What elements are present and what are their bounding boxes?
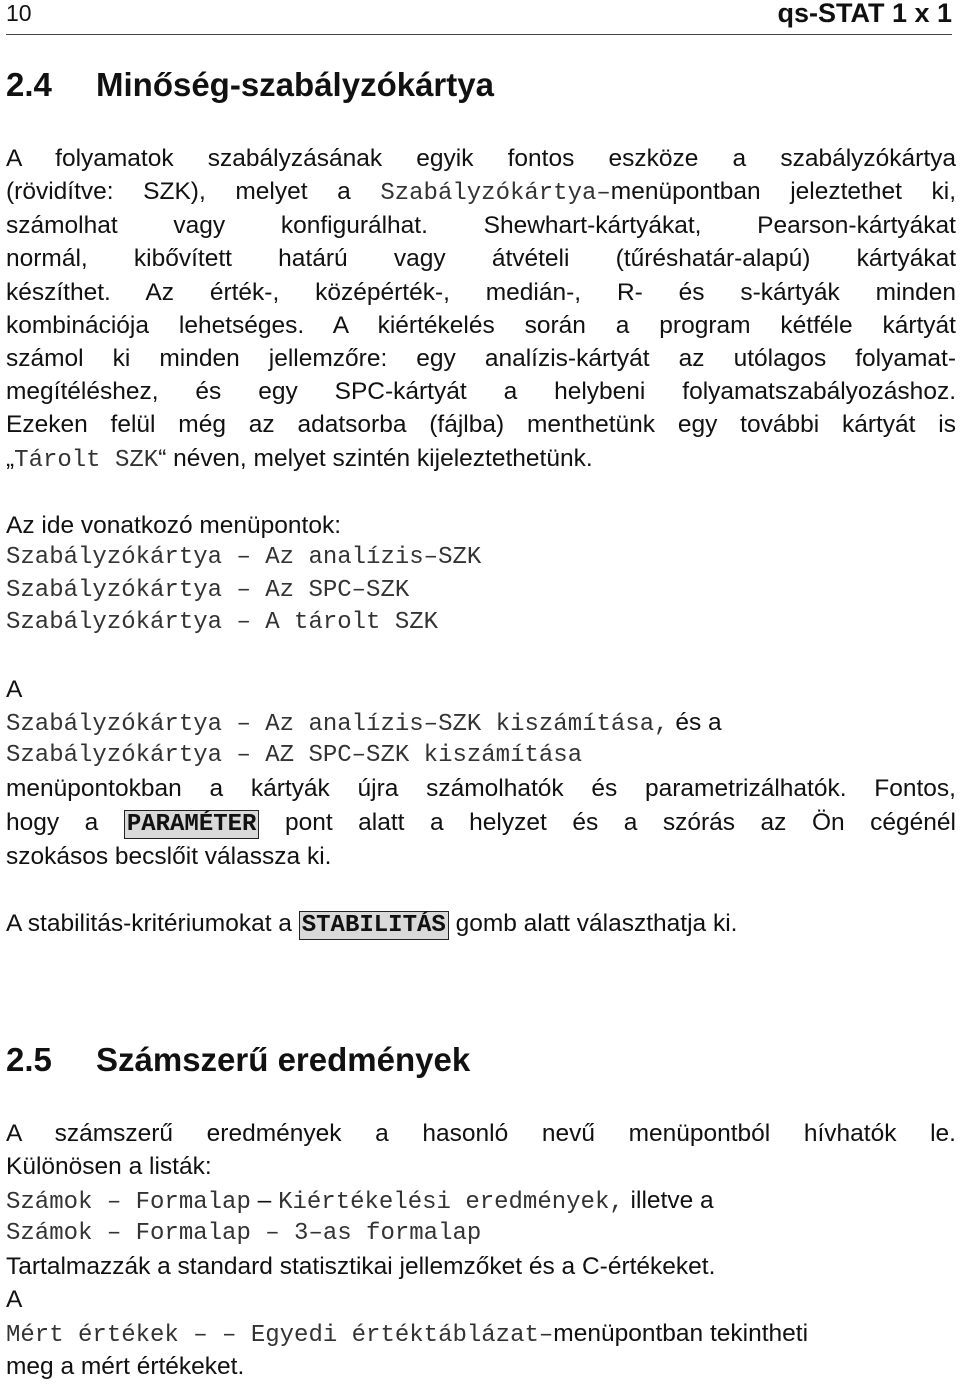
menu-reference: Számok – Formalap bbox=[6, 1189, 251, 1216]
section-heading-2-4 bbox=[6, 66, 494, 104]
paragraph-line: „Tárolt SZK“ néven, melyet szintén kijeleztethetünk. bbox=[6, 445, 593, 474]
paragraph-line: A bbox=[6, 1286, 23, 1313]
section-heading-2-5 bbox=[6, 1041, 470, 1079]
menu-reference: Mért értékek – – Egyedi értéktáblázat– bbox=[6, 1322, 554, 1349]
paragraph-line: menüpontokban a kártyák újra számolhatók és parametrizálhatók. Fontos, bbox=[6, 775, 956, 802]
menu-reference: Szabályzókártya – Az SPC–SZK bbox=[6, 577, 410, 604]
section-title: Minőség-szabályzókártya bbox=[96, 66, 494, 103]
paragraph-line: készíthet. Az érték-, középérték-, medián-, R- és s-kártyák minden bbox=[6, 279, 956, 306]
paragraph-line: szokásos becslőit válassza ki. bbox=[6, 843, 332, 870]
menu-reference: Szabályzókártya – A tárolt SZK bbox=[6, 609, 439, 636]
paragraph-line: (rövidítve: SZK), melyet a Szabályzókártya–menüpontban jeleztethet ki, bbox=[6, 178, 957, 207]
paragraph-line: számolhat vagy konfigurálhat. Shewhart-kártyákat, Pearson-kártyákat bbox=[6, 212, 956, 239]
paragraph-line: Szabályzókártya – Az analízis–SZK kiszámítása, és a bbox=[6, 709, 722, 738]
paragraph-line: hogy a PARAMÉTER pont alatt a helyzet és a szórás az Ön cégénél bbox=[6, 809, 956, 838]
paragraph-line: normál, kibővített határú vagy átvételi (tűréshatár-alapú) kártyákat bbox=[6, 245, 956, 272]
menu-reference: Szabályzókártya – AZ SPC–SZK kiszámítása bbox=[6, 742, 583, 769]
section-title: Számszerű eredmények bbox=[96, 1041, 471, 1078]
menu-reference: Szabályzókártya– bbox=[380, 180, 611, 207]
paragraph-line: számol ki minden jellemzőre: egy analízis-kártyát az utólagos folyamat- bbox=[6, 345, 956, 372]
menu-reference: Tárolt SZK bbox=[14, 447, 159, 474]
paragraph-line: Számok – Formalap – Kiértékelési eredmények, illetve a bbox=[6, 1187, 714, 1216]
menu-reference: Kiértékelési eredmények, bbox=[278, 1189, 624, 1216]
stability-button-label: STABILITÁS bbox=[299, 911, 449, 940]
menu-reference: Szabályzókártya – Az analízis–SZK kiszámítása, bbox=[6, 711, 669, 738]
paragraph-line: A folyamatok szabályzásának egyik fontos eszköze a szabályzókártya bbox=[6, 145, 956, 172]
section-number: 2.4 bbox=[6, 66, 52, 103]
paragraph-line: Különösen a listák: bbox=[6, 1153, 212, 1180]
paragraph-line: megítéléshez, és egy SPC-kártyát a helybeni folyamatszabályozáshoz. bbox=[6, 378, 956, 405]
menu-reference: Számok – Formalap – 3–as formalap bbox=[6, 1220, 482, 1247]
page-header bbox=[6, 0, 952, 35]
menus-intro: Az ide vonatkozó menüpontok: bbox=[6, 512, 342, 539]
parameter-button-label: PARAMÉTER bbox=[124, 810, 260, 839]
paragraph-line: kombinációja lehetséges. A kiértékelés során a program kétféle kártyát bbox=[6, 312, 956, 339]
page-number: 10 bbox=[6, 0, 32, 26]
paragraph-line: meg a mért értékeket. bbox=[6, 1353, 245, 1380]
paragraph-line: A számszerű eredmények a hasonló nevű menüpontból hívhatók le. bbox=[6, 1120, 956, 1147]
header-title: qs-STAT 1 x 1 bbox=[777, 0, 952, 28]
paragraph-line: Mért értékek – – Egyedi értéktáblázat–menüpontban tekintheti bbox=[6, 1320, 809, 1349]
paragraph-line: Tartalmazzák a standard statisztikai jellemzőket és a C-értékeket. bbox=[6, 1253, 716, 1280]
paragraph-line: A stabilitás-kritériumokat a STABILITÁS gomb alatt választhatja ki. bbox=[6, 910, 738, 939]
paragraph-line: Ezeken felül még az adatsorba (fájlba) menthetünk egy további kártyát is bbox=[6, 411, 956, 438]
paragraph-line: A bbox=[6, 676, 23, 703]
menu-reference: Szabályzókártya – Az analízis–SZK bbox=[6, 544, 482, 571]
section-number: 2.5 bbox=[6, 1041, 52, 1078]
